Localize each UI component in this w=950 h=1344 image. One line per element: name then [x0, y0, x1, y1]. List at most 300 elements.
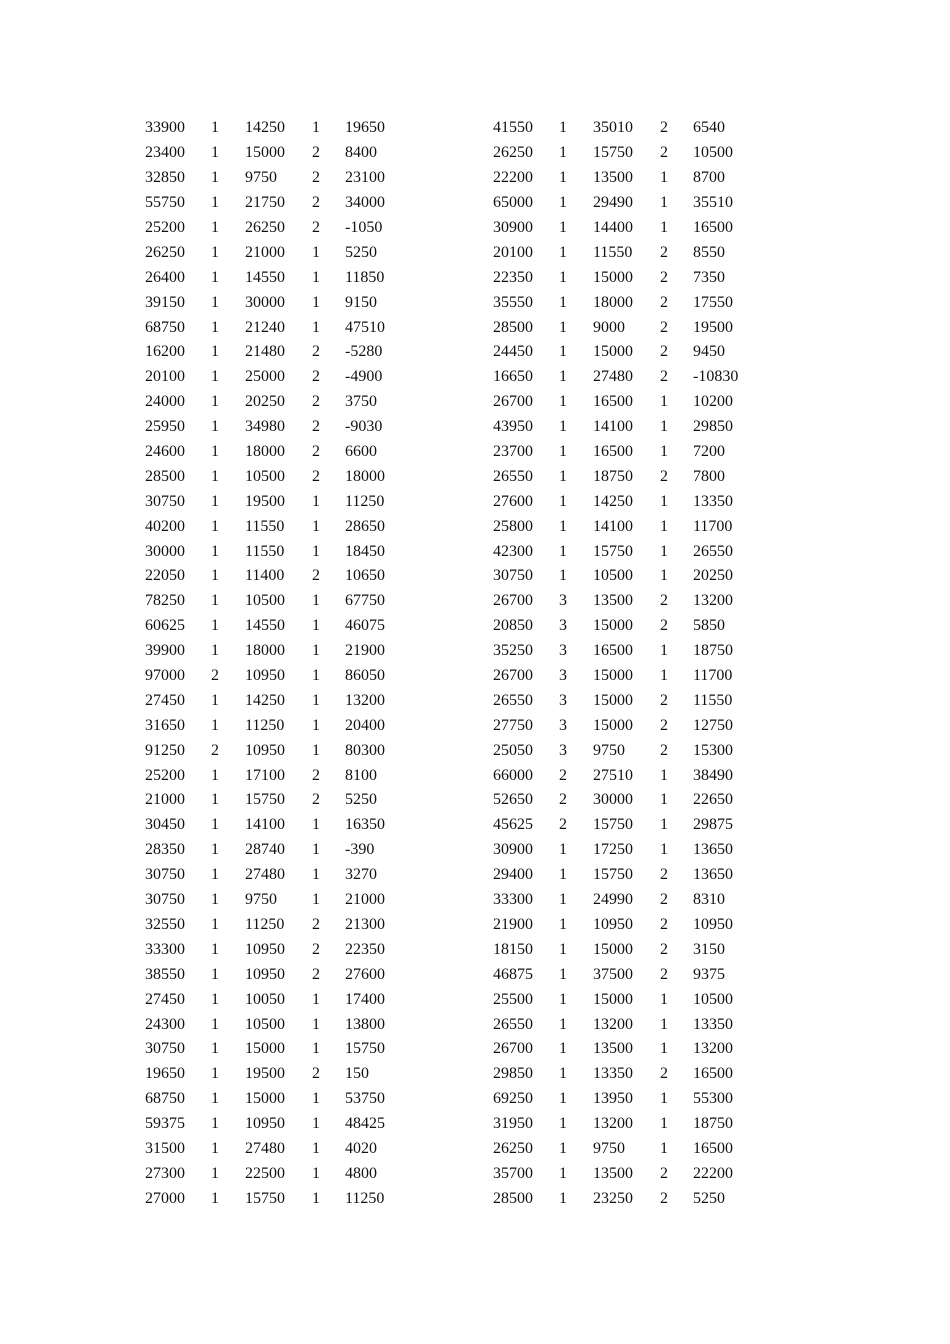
right-table-cell: 15750	[593, 866, 633, 884]
left-table-row	[145, 863, 415, 888]
right-table-cell: 1	[660, 194, 668, 212]
left-table-cell: 21000	[345, 891, 385, 909]
right-table-cell: 1	[660, 990, 668, 1008]
right-table-cell: 13200	[593, 1015, 633, 1033]
right-table-row	[493, 340, 763, 365]
left-table-cell: 80300	[345, 741, 385, 759]
right-table-row	[493, 1062, 763, 1087]
right-table-cell: 10500	[693, 990, 733, 1008]
right-table-cell: 1	[660, 667, 668, 685]
left-table-cell: 15750	[245, 1189, 285, 1207]
left-table-row	[145, 265, 415, 290]
right-table-cell: 8310	[693, 891, 725, 909]
left-table-row	[145, 788, 415, 813]
left-table-cell: 5250	[345, 791, 377, 809]
right-table-row	[493, 1137, 763, 1162]
right-table-row	[493, 564, 763, 589]
left-table-cell: 67750	[345, 592, 385, 610]
left-table-cell: 30750	[145, 492, 185, 510]
right-table-cell: 35700	[493, 1164, 533, 1182]
left-table-cell: 20100	[145, 368, 185, 386]
left-table-cell: 8400	[345, 144, 377, 162]
right-table-cell: 7800	[693, 467, 725, 485]
right-table-cell: 9750	[593, 1139, 625, 1157]
right-table-cell: 18150	[493, 940, 533, 958]
left-table-cell: 1	[211, 1090, 219, 1108]
left-table-cell: 2	[211, 667, 219, 685]
left-table-cell: 10950	[245, 965, 285, 983]
right-table-cell: 69250	[493, 1090, 533, 1108]
right-table-cell: 66000	[493, 766, 533, 784]
right-table-cell: 1	[660, 841, 668, 859]
right-table-cell: 1	[559, 567, 567, 585]
left-table-cell: 15750	[245, 791, 285, 809]
left-table-cell: 1	[312, 841, 320, 859]
right-table-cell: 1	[559, 1164, 567, 1182]
left-table-cell: 10500	[245, 592, 285, 610]
left-table-cell: 1	[211, 617, 219, 635]
right-table-row	[493, 713, 763, 738]
left-table-cell: 1	[211, 243, 219, 261]
right-table-cell: 30900	[493, 219, 533, 236]
right-table-cell: 1	[559, 1189, 567, 1207]
right-table-cell: 1	[559, 443, 567, 461]
right-table-cell: 2	[660, 318, 668, 336]
left-table-cell: 15000	[245, 144, 285, 162]
left-table-cell: 27480	[245, 1139, 285, 1157]
right-table-cell: 2	[660, 293, 668, 311]
right-table-cell: 19500	[693, 318, 733, 336]
left-table-cell: 22050	[145, 567, 185, 585]
left-table-row	[145, 365, 415, 390]
right-table-cell: 2	[660, 617, 668, 635]
right-table-cell: 15000	[593, 940, 633, 958]
right-table-cell: 26250	[493, 144, 533, 162]
right-table-cell: 24990	[593, 891, 633, 909]
right-table-cell: 9000	[593, 318, 625, 336]
left-table-cell: 30750	[145, 1040, 185, 1058]
right-table-cell: 13350	[693, 492, 733, 510]
right-table-cell: 31950	[493, 1115, 533, 1133]
left-table-row	[145, 290, 415, 315]
right-table-cell: 27600	[493, 492, 533, 510]
left-table-cell: 1	[211, 542, 219, 560]
right-table-cell: 10950	[693, 915, 733, 933]
left-table-row	[145, 141, 415, 166]
left-table-cell: 2	[312, 368, 320, 386]
left-table-cell: 1	[312, 318, 320, 336]
right-table-row	[493, 614, 763, 639]
right-table-cell: 10950	[593, 915, 633, 933]
left-table-cell: 1	[312, 691, 320, 709]
left-table-cell: 30000	[145, 542, 185, 560]
right-table-cell: 2	[660, 368, 668, 386]
right-table-cell: 1	[660, 219, 668, 236]
right-table-cell: 2	[660, 741, 668, 759]
right-table-row	[493, 365, 763, 390]
right-table-cell: 15000	[593, 268, 633, 286]
right-table-cell: 1	[660, 642, 668, 660]
right-table-cell: 3	[559, 667, 567, 685]
left-table-cell: 28650	[345, 517, 385, 535]
left-table-cell: 47510	[345, 318, 385, 336]
right-table-row	[493, 464, 763, 489]
right-table-cell: 15750	[593, 144, 633, 162]
left-table-cell: 15000	[245, 1040, 285, 1058]
left-table-row	[145, 937, 415, 962]
left-table-cell: -1050	[345, 219, 383, 236]
right-table-cell: 30900	[493, 841, 533, 859]
right-table-cell: 26700	[493, 667, 533, 685]
left-table-cell: 21480	[245, 343, 285, 361]
left-table-row	[145, 962, 415, 987]
right-table-cell: 26700	[493, 1040, 533, 1058]
right-table-cell: 2	[660, 343, 668, 361]
left-table-row	[145, 1137, 415, 1162]
left-table-cell: 1	[312, 293, 320, 311]
left-table-cell: 4800	[345, 1164, 377, 1182]
right-table-cell: 1	[559, 268, 567, 286]
left-table-cell: 21000	[145, 791, 185, 809]
right-table-cell: 1	[559, 219, 567, 236]
right-table-cell: 35550	[493, 293, 533, 311]
left-table-cell: 10500	[245, 1015, 285, 1033]
right-table-cell: 1	[559, 940, 567, 958]
right-table-cell: 38490	[693, 766, 733, 784]
left-table-row	[145, 440, 415, 465]
right-table-cell: 27750	[493, 716, 533, 734]
right-table-cell: 26700	[493, 393, 533, 411]
right-table-cell: 16650	[493, 368, 533, 386]
left-table-cell: 2	[312, 940, 320, 958]
left-table-cell: 10950	[245, 667, 285, 685]
left-table-cell: 28350	[145, 841, 185, 859]
right-table-cell: 11550	[593, 243, 633, 261]
right-table-cell: 1	[559, 1115, 567, 1133]
right-table-row	[493, 937, 763, 962]
right-table-cell: 1	[559, 841, 567, 859]
left-table-cell: 15000	[245, 1090, 285, 1108]
right-table-row	[493, 1087, 763, 1112]
right-table-row	[493, 987, 763, 1012]
left-table-cell: 19650	[345, 119, 385, 137]
left-table-cell: 1	[211, 219, 219, 236]
right-table-cell: 2	[660, 915, 668, 933]
left-table-row	[145, 888, 415, 913]
right-table-cell: 2	[660, 940, 668, 958]
right-table-cell: 3	[559, 691, 567, 709]
left-table-cell: 28500	[145, 467, 185, 485]
left-table-cell: 1	[211, 443, 219, 461]
left-table-row	[145, 1037, 415, 1062]
right-table-cell: 1	[660, 791, 668, 809]
right-table-cell: 15000	[593, 617, 633, 635]
left-table-cell: 5250	[345, 243, 377, 261]
left-table-row	[145, 1062, 415, 1087]
left-table-cell: 30750	[145, 891, 185, 909]
right-table-cell: 2	[660, 866, 668, 884]
left-table-cell: 1	[312, 617, 320, 635]
right-table-cell: 2	[660, 1189, 668, 1207]
left-table-cell: 2	[211, 741, 219, 759]
right-table-row	[493, 290, 763, 315]
right-table-cell: 1	[660, 1115, 668, 1133]
right-table-cell: 28500	[493, 318, 533, 336]
left-table-cell: 59375	[145, 1115, 185, 1133]
right-table-cell: 1	[559, 1139, 567, 1157]
left-table-cell: 11550	[245, 542, 285, 560]
left-table-cell: 1	[312, 990, 320, 1008]
left-table-cell: 19650	[145, 1065, 185, 1083]
right-table-cell: 16500	[593, 443, 633, 461]
right-table-cell: 1	[660, 1139, 668, 1157]
right-table-row	[493, 838, 763, 863]
right-table-cell: 1	[660, 517, 668, 535]
right-table-cell: 1	[660, 418, 668, 436]
right-table-cell: 17550	[693, 293, 733, 311]
left-table-cell: 1	[312, 243, 320, 261]
right-table-cell: 13500	[593, 169, 633, 187]
left-table-cell: 1	[211, 1164, 219, 1182]
right-table-cell: 2	[660, 243, 668, 261]
left-table-cell: 1	[312, 667, 320, 685]
left-table-cell: 27450	[145, 691, 185, 709]
left-table-cell: 23100	[345, 169, 385, 187]
left-table-cell: 18450	[345, 542, 385, 560]
right-table-cell: 10200	[693, 393, 733, 411]
left-table-cell: 25000	[245, 368, 285, 386]
right-table-cell: 30000	[593, 791, 633, 809]
left-table-row	[145, 340, 415, 365]
right-table-row	[493, 1037, 763, 1062]
right-table-cell: 18000	[593, 293, 633, 311]
right-table-cell: 13500	[593, 1040, 633, 1058]
left-table-cell: 27600	[345, 965, 385, 983]
right-table-cell: 15000	[593, 990, 633, 1008]
right-table-cell: 18750	[693, 1115, 733, 1133]
right-table-cell: 16500	[593, 393, 633, 411]
left-table-cell: 21750	[245, 194, 285, 212]
right-table-cell: 2	[660, 891, 668, 909]
left-table-cell: 30000	[245, 293, 285, 311]
right-table-cell: 1	[559, 418, 567, 436]
left-table-cell: 27300	[145, 1164, 185, 1182]
right-table-row	[493, 440, 763, 465]
right-table-cell: 11700	[693, 667, 733, 685]
right-table-cell: 25050	[493, 741, 533, 759]
right-table-row	[493, 913, 763, 938]
left-table-cell: 30450	[145, 816, 185, 834]
left-table-cell: 1	[211, 915, 219, 933]
right-table-row	[493, 191, 763, 216]
right-table-cell: 26550	[693, 542, 733, 560]
right-table-row	[493, 1161, 763, 1186]
right-table-cell: 35010	[593, 119, 633, 137]
right-table-row	[493, 1012, 763, 1037]
left-table-cell: 30750	[145, 866, 185, 884]
left-table-cell: 68750	[145, 1090, 185, 1108]
left-table-cell: 2	[312, 443, 320, 461]
left-table-cell: 22500	[245, 1164, 285, 1182]
left-table-cell: 1	[312, 1139, 320, 1157]
left-table-cell: 25950	[145, 418, 185, 436]
left-table-cell: 1	[211, 716, 219, 734]
right-table-cell: 1	[660, 1015, 668, 1033]
left-table-cell: 1	[312, 119, 320, 137]
left-table-cell: 1	[312, 268, 320, 286]
right-table-cell: 1	[559, 517, 567, 535]
right-table-row	[493, 489, 763, 514]
right-table-row	[493, 863, 763, 888]
right-table-cell: 2	[660, 716, 668, 734]
left-table-cell: 11250	[245, 716, 285, 734]
left-table-cell: 78250	[145, 592, 185, 610]
right-table-cell: 14100	[593, 418, 633, 436]
left-table-cell: 33300	[145, 940, 185, 958]
left-table-cell: 1	[312, 716, 320, 734]
left-table-row	[145, 315, 415, 340]
right-table-cell: 29850	[693, 418, 733, 436]
right-table-row	[493, 738, 763, 763]
left-table-cell: 1	[211, 492, 219, 510]
right-table-cell: 22200	[493, 169, 533, 187]
left-table-cell: 3270	[345, 866, 377, 884]
right-table-row	[493, 415, 763, 440]
right-table-cell: 1	[559, 368, 567, 386]
left-table-row	[145, 614, 415, 639]
left-table-cell: 10950	[245, 1115, 285, 1133]
left-table-cell: 1	[312, 542, 320, 560]
left-table-row	[145, 987, 415, 1012]
left-table-cell: 1	[312, 866, 320, 884]
left-table-cell: 1	[312, 1164, 320, 1182]
right-table-cell: 17250	[593, 841, 633, 859]
right-table-cell: 26550	[493, 1015, 533, 1033]
right-table-cell: 1	[559, 1040, 567, 1058]
left-table-cell: 21000	[245, 243, 285, 261]
right-table-cell: 1	[559, 915, 567, 933]
right-table-row	[493, 639, 763, 664]
left-table-row	[145, 1112, 415, 1137]
left-table-cell: 1	[211, 642, 219, 660]
right-table-cell: 1	[559, 965, 567, 983]
right-table-cell: 1	[559, 1090, 567, 1108]
right-table-cell: 13650	[693, 841, 733, 859]
left-table-cell: 1	[312, 1115, 320, 1133]
left-table-cell: 24300	[145, 1015, 185, 1033]
left-table-row	[145, 166, 415, 191]
left-table-cell: 1	[211, 268, 219, 286]
left-table-cell: 1	[211, 418, 219, 436]
left-table-cell: 1	[211, 791, 219, 809]
left-table-cell: 20400	[345, 716, 385, 734]
right-table-cell: 13500	[593, 1164, 633, 1182]
left-table-cell: 1	[211, 990, 219, 1008]
right-table-cell: 1	[559, 169, 567, 187]
right-table-cell: 1	[559, 144, 567, 162]
right-table-cell: 1	[660, 816, 668, 834]
right-table-cell: 1	[559, 293, 567, 311]
left-table-cell: 40200	[145, 517, 185, 535]
left-table-cell: 2	[312, 467, 320, 485]
left-table-cell: 55750	[145, 194, 185, 212]
left-table-cell: 34000	[345, 194, 385, 212]
left-table-cell: 21300	[345, 915, 385, 933]
right-table-cell: 15750	[593, 542, 633, 560]
left-table-cell: 1	[211, 1189, 219, 1207]
left-table-cell: 1	[211, 144, 219, 162]
left-table-cell: 26250	[245, 219, 285, 236]
right-table-row	[493, 141, 763, 166]
left-table-cell: 1	[312, 517, 320, 535]
right-table-cell: 26550	[493, 467, 533, 485]
left-table-cell: 27450	[145, 990, 185, 1008]
right-table-cell: 1	[660, 1040, 668, 1058]
left-table-cell: 1	[211, 1065, 219, 1083]
right-table-cell: 9375	[693, 965, 725, 983]
right-table-cell: 6540	[693, 119, 725, 137]
left-table-cell: 2	[312, 418, 320, 436]
right-table-row	[493, 514, 763, 539]
right-table-row	[493, 1112, 763, 1137]
right-table-cell: 13950	[593, 1090, 633, 1108]
right-table-cell: 2	[660, 144, 668, 162]
left-table-cell: 39150	[145, 293, 185, 311]
left-table-cell: 1	[211, 567, 219, 585]
left-table-cell: 1	[312, 816, 320, 834]
left-table-cell: 1	[211, 1115, 219, 1133]
right-table-cell: 7200	[693, 443, 725, 461]
left-table-cell: 17400	[345, 990, 385, 1008]
left-table-cell: 11250	[345, 1189, 385, 1207]
left-table-cell: 1	[211, 318, 219, 336]
right-table-cell: 3	[559, 617, 567, 635]
right-table-cell: 1	[559, 393, 567, 411]
right-table-cell: 37500	[593, 965, 633, 983]
left-table-cell: 15750	[345, 1040, 385, 1058]
left-table-cell: 27480	[245, 866, 285, 884]
right-table-cell: 13650	[693, 866, 733, 884]
right-table-cell: 1	[660, 492, 668, 510]
right-table-row	[493, 240, 763, 265]
right-table-cell: 2	[660, 965, 668, 983]
left-table-cell: 10650	[345, 567, 385, 585]
left-table-cell: 1	[312, 1189, 320, 1207]
left-table-cell: 1	[211, 467, 219, 485]
right-table-cell: 8550	[693, 243, 725, 261]
right-table-cell: 1	[559, 318, 567, 336]
right-table-cell: 14100	[593, 517, 633, 535]
left-table-cell: 91250	[145, 741, 185, 759]
left-table-cell: 28740	[245, 841, 285, 859]
right-table-cell: 1	[660, 766, 668, 784]
right-table-cell: 3	[559, 642, 567, 660]
right-table-cell: 2	[660, 1164, 668, 1182]
left-table-row	[145, 539, 415, 564]
right-table-cell: 26250	[493, 1139, 533, 1157]
left-table-cell: 2	[312, 567, 320, 585]
left-table-cell: 1	[211, 194, 219, 212]
left-table-cell: 32850	[145, 169, 185, 187]
right-table-cell: 2	[660, 691, 668, 709]
left-table-cell: 18000	[245, 642, 285, 660]
left-table-row	[145, 564, 415, 589]
left-table-cell: 1	[312, 741, 320, 759]
left-table-row	[145, 589, 415, 614]
left-table-row	[145, 688, 415, 713]
left-table-cell: 23400	[145, 144, 185, 162]
right-table-cell: 2	[660, 119, 668, 137]
